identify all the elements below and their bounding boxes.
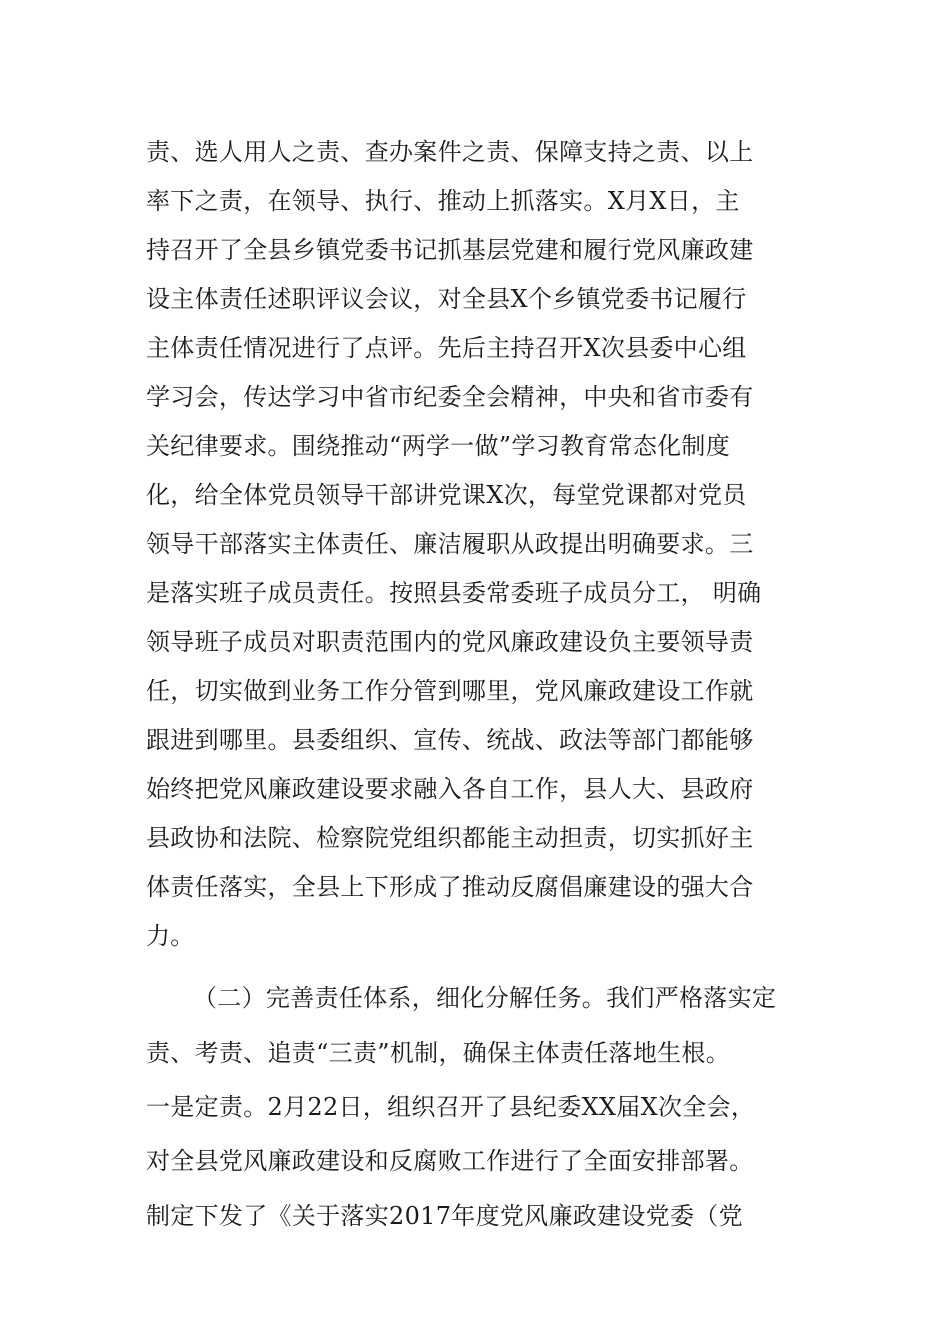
text-line: 率下之责，在领导、执行、推动上抓落实。X月X日，主 [146, 187, 740, 215]
text-line: 是落实班子成员责任。按照县委常委班子成员分工， 明确 [146, 579, 762, 607]
text-line: 任，切实做到业务工作分管到哪里，党风廉政建设工作就 [146, 677, 754, 705]
section-heading-line: （二）完善责任体系，细化分解任务。我们严格落实定 [193, 984, 777, 1012]
text-line: 跟进到哪里。县委组织、宣传、统战、政法等部门都能够 [146, 726, 754, 754]
text-line: 体责任落实，全县上下形成了推动反腐倡廉建设的强大合 [146, 873, 754, 901]
text-line: 领导干部落实主体责任、廉洁履职从政提出明确要求。三 [146, 530, 754, 558]
text-line: 一是定责。2月22日，组织召开了县纪委XX届X次全会， [146, 1093, 756, 1121]
text-line: 关纪律要求。围绕推动“两学一做”学习教育常态化制度 [146, 432, 731, 460]
text-line: 责、选人用人之责、查办案件之责、保障支持之责、以上 [146, 138, 754, 166]
text-line: 持召开了全县乡镇党委书记抓基层党建和履行党风廉政建 [146, 236, 754, 264]
text-line: 力。 [146, 922, 195, 950]
text-line: 主体责任情况进行了点评。先后主持召开X次县委中心组 [146, 334, 747, 362]
text-line: 化，给全体党员领导干部讲党课X次，每堂党课都对党员 [146, 481, 747, 509]
text-line: 领导班子成员对职责范围内的党风廉政建设负主要领导责 [146, 628, 754, 656]
text-line: 县政协和法院、检察院党组织都能主动担责，切实抓好主 [146, 824, 754, 852]
text-line: 制定下发了《关于落实2017年度党风廉政建设党委（党 [146, 1202, 743, 1230]
text-line: 始终把党风廉政建设要求融入各自工作，县人大、县政府 [146, 775, 754, 803]
text-line: 对全县党风廉政建设和反腐败工作进行了全面安排部署。 [146, 1147, 754, 1175]
text-line: 设主体责任述职评议会议，对全县X个乡镇党委书记履行 [146, 285, 747, 313]
text-line: 学习会，传达学习中省市纪委全会精神，中央和省市委有 [146, 383, 754, 411]
text-line: 责、考责、追责“三责”机制，确保主体责任落地生根。 [146, 1039, 731, 1067]
